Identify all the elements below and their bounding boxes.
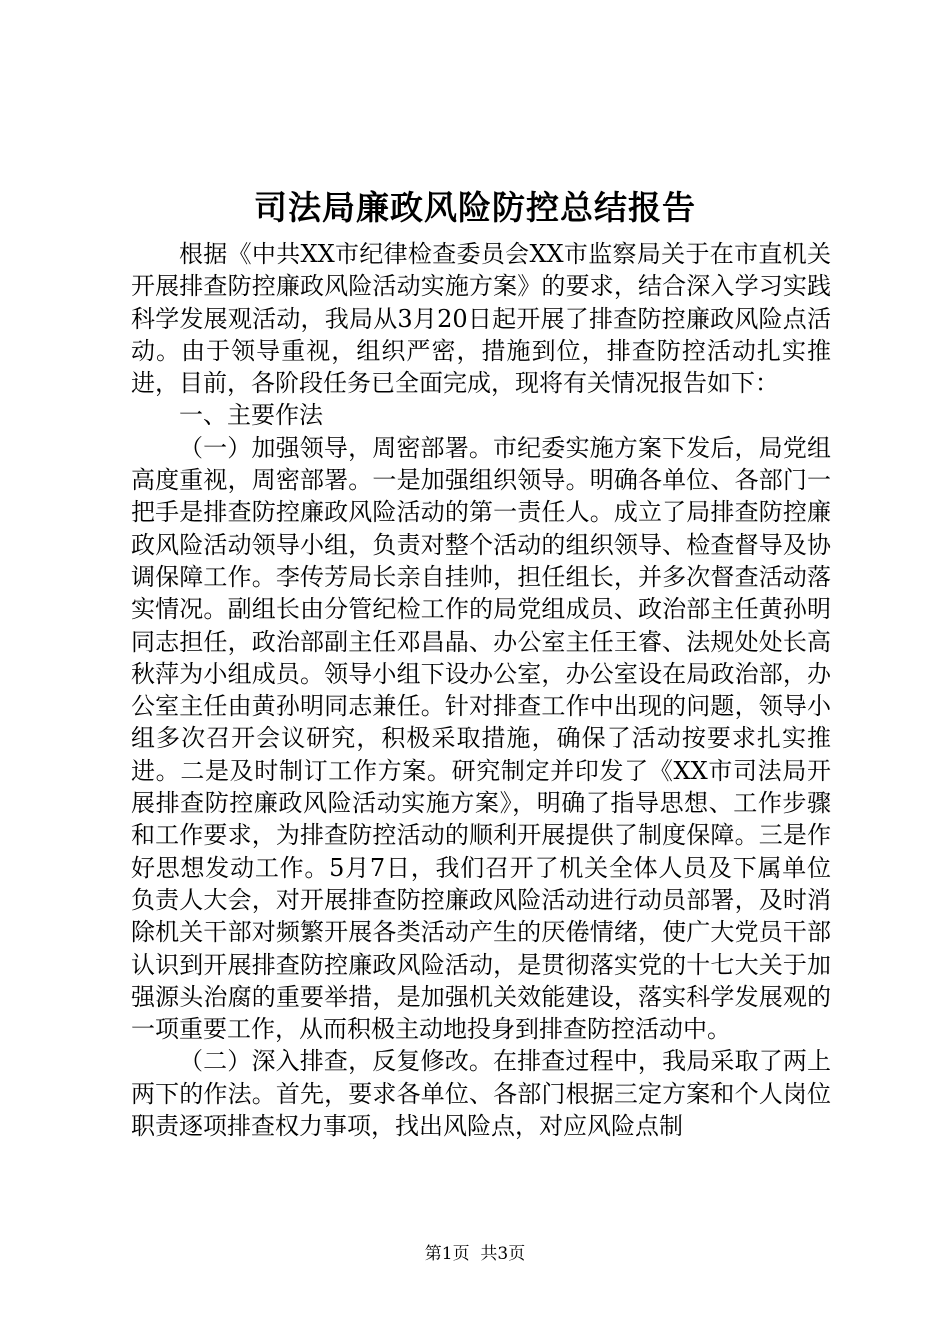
paragraph-intro: 根据《中共XX市纪律检查委员会XX市监察局关于在市直机关开展排查防控廉政风险活动实施方案》的要求，结合深入学习实践科学发展观活动，我局从3月20日起开展了排查防控廉政风险点活动。由于领导重视，组织严密，措施到位，排查防控活动扎实推进，目前，各阶段任务已全面完成，现将有关情况报告如下： <box>131 240 831 398</box>
page-footer <box>0 1242 950 1266</box>
page-number-total: 共3页 <box>480 1244 526 1264</box>
document-title: 司法局廉政风险防控总结报告 <box>254 188 696 227</box>
document-body <box>131 238 831 1142</box>
page-number-current: 第1页 <box>424 1244 470 1264</box>
section-heading-main-methods: 一、主要作法 <box>179 401 323 430</box>
paragraph-in-depth-investigation: （二）深入排查，反复修改。在排查过程中，我局采取了两上两下的作法。首先，要求各单位、各部门根据三定方案和个人岗位职责逐项排查权力事项，找出风险点，对应风险点制 <box>131 1047 831 1141</box>
paragraph-strengthen-leadership: （一）加强领导，周密部署。市纪委实施方案下发后，局党组高度重视，周密部署。一是加强组织领导。明确各单位、各部门一把手是排查防控廉政风险活动的第一责任人。成立了局排查防控廉政风险活动领导小组，负责对整个活动的组织领导、检查督导及协调保障工作。李传芳局长亲自挂帅，担任组长，并多次督查活动落实情况。副组长由分管纪检工作的局党组成员、政治部主任黄孙明同志担任，政治部副主任邓昌晶、办公室主任王睿、法规处处长高秋萍为小组成员。领导小组下设办公室，办公室设在局政治部，办公室主任由黄孙明同志兼任。针对排查工作中出现的问题，领导小组多次召开会议研究，积极采取措施，确保了活动按要求扎实推进。二是及时制订工作方案。研究制定并印发了《XX市司法局开展排查防控廉政风险活动实施方案》，明确了指导思想、工作步骤和工作要求，为排查防控活动的顺利开展提供了制度保障。三是作好思想发动工作。5月7日，我们召开了机关全体人员及下属单位负责人大会，对开展排查防控廉政风险活动进行动员部署，及时消除机关干部对频繁开展各类活动产生的厌倦情绪，使广大党员干部认识到开展排查防控廉政风险活动，是贯彻落实党的十七大关于加强源头治腐的重要举措，是加强机关效能建设，落实科学发展观的一项重要工作，从而积极主动地投身到排查防控活动中。 <box>131 433 831 1044</box>
